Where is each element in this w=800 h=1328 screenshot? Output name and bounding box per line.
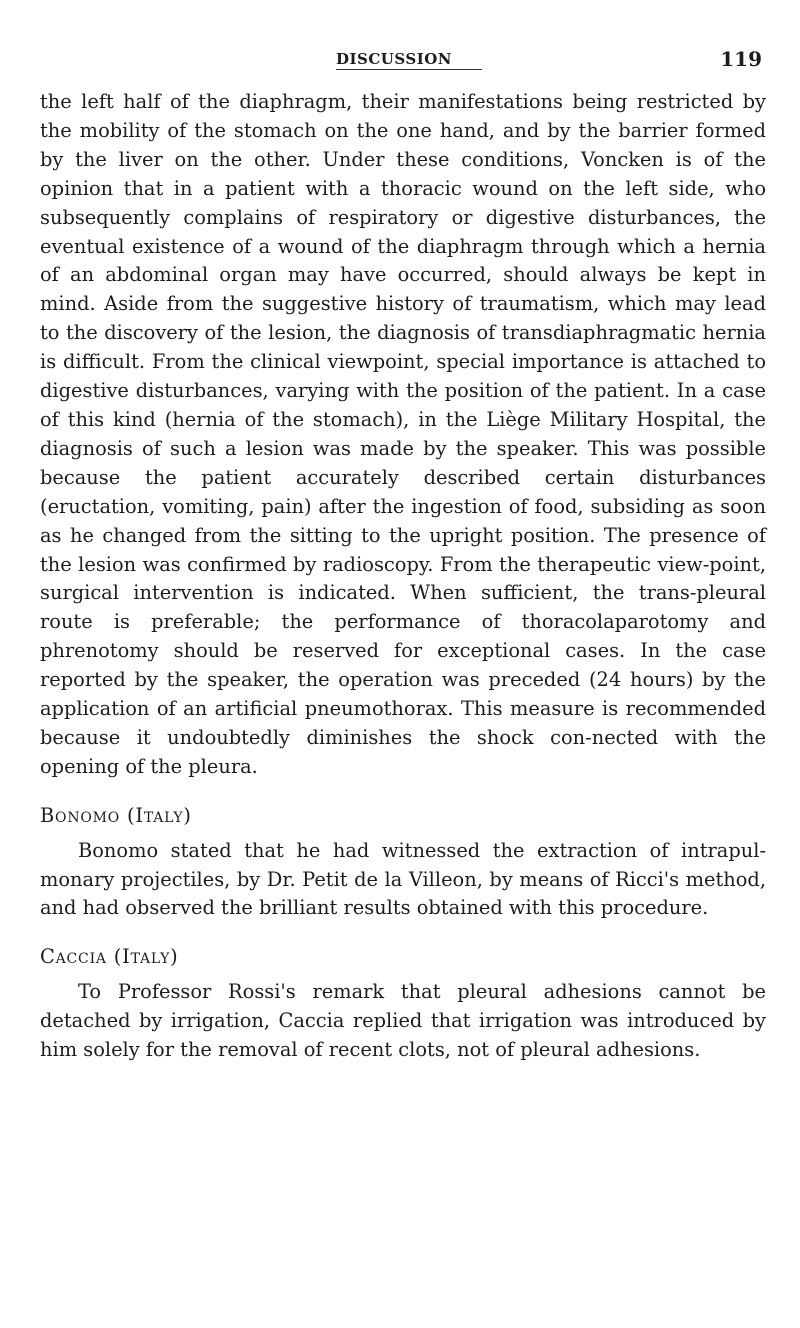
body-paragraph: Bonomo stated that he had witnessed the extraction of intrapul-monary projectiles, by Dr. Petit de la Villeon, by means of Ricci's method, and had observed the brilliant results obtained with this procedure. — [40, 838, 766, 920]
running-header — [40, 47, 766, 80]
running-title: DISCUSSION — [336, 50, 453, 68]
page-number: 119 — [720, 47, 762, 71]
body-paragraph: To Professor Rossi's remark that pleural adhesions cannot be detached by irrigation, Caccia replied that irrigation was introduced by him solely for the removal of recent clots, not of pleural adhesions. — [40, 980, 766, 1062]
speaker-heading: Caccia (Italy) — [40, 945, 179, 969]
document-page — [40, 47, 766, 1065]
speaker-heading: Bonomo (Italy) — [40, 803, 192, 827]
header-rule — [336, 69, 482, 70]
body-paragraph: the left half of the diaphragm, their manifestations being restricted by the mobility of the stomach on the one hand, and by the barrier formed by the liver on the other. Under these conditions, Voncken is of the opinion that in a patient with a thoracic wound on the left side, who subsequently complains of respiratory or digestive disturbances, the eventual existence of a wound of the diaphragm through which a hernia of an abdominal organ may have occurred, should always be kept in mind. Aside from the suggestive history of traumatism, which may lead to the discovery of the lesion, the diagnosis of transdiaphragmatic hernia is difficult. From the clinical viewpoint, special importance is attached to digestive disturbances, varying with the position of the patient. In a case of this kind (hernia of the stomach), in the Liège Military Hospital, the diagnosis of such a lesion was made by the speaker. This was possible because the patient accurately described certain disturbances (eructation, vomiting, pain) after the ingestion of food, subsiding as soon as he changed from the sitting to the upright position. The presence of the lesion was confirmed by radioscopy. From the therapeutic view-point, surgical intervention is indicated. When sufficient, the trans-pleural route is preferable; the performance of thoracolaparotomy and phrenotomy should be reserved for exceptional cases. In the case reported by the speaker, the operation was preceded (24 hours) by the application of an artificial pneumothorax. This measure is recommended because it undoubtedly diminishes the shock con-nected with the opening of the pleura. — [40, 90, 766, 778]
